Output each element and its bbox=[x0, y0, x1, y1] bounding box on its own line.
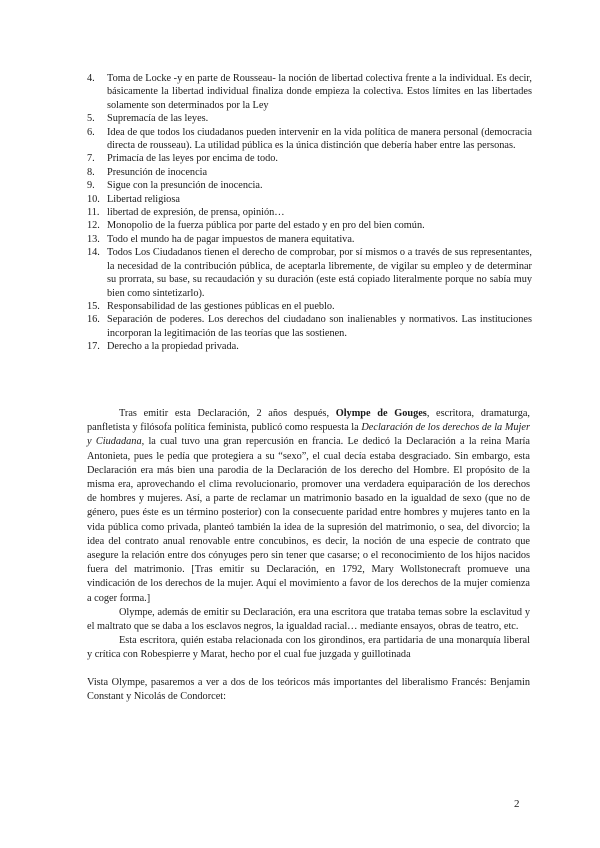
list-item-text: Supremacía de las leyes. bbox=[107, 113, 209, 125]
list-item bbox=[87, 193, 532, 206]
list-item-number: 15. bbox=[87, 300, 100, 312]
paragraph-writer: Olympe, además de emitir su Declaración, era una escritora que trataba temas sobre la esclavitud y el maltrato que se daba a los esclavos negros, la igualdad racial… mediante ensayos, obras de teatro, etc. bbox=[87, 606, 530, 633]
list-item-number: 7. bbox=[87, 153, 95, 165]
declaration-title: Declaración de los derechos de la Mujer y Ciudadana bbox=[87, 422, 530, 448]
olympe-name: Olympe de Gouges bbox=[335, 408, 427, 419]
list-item bbox=[87, 219, 532, 232]
body-text bbox=[87, 407, 530, 704]
list-item bbox=[87, 340, 532, 353]
list-item-text: Separación de poderes. Los derechos del ciudadano son inalienables y normativos. Las instituciones incorporan la legitimación de las teorías que las sostienen. bbox=[107, 314, 532, 339]
list-item-number: 11. bbox=[87, 207, 100, 219]
list-item-text: libertad de expresión, de prensa, opinión… bbox=[107, 207, 285, 219]
list-item-number: 17. bbox=[87, 341, 100, 353]
list-item-text: Libertad religiosa bbox=[107, 193, 180, 205]
paragraph-text: Tras emitir esta Declaración, 2 años después, bbox=[119, 408, 336, 419]
list-item-number: 5. bbox=[87, 113, 95, 125]
list-item-number: 8. bbox=[87, 166, 95, 178]
list-item-text: Idea de que todos los ciudadanos pueden intervenir en la vida política de manera personal (democracia directa de rousseau). La utilidad pública es la única distinción que debería haber entre las personas. bbox=[107, 126, 532, 152]
list-item-text: Sigue con la presunción de inocencia. bbox=[107, 180, 263, 192]
list-item bbox=[87, 300, 532, 313]
page-number: 2 bbox=[514, 798, 520, 810]
list-item-number: 14. bbox=[87, 247, 100, 259]
list-item-number: 13. bbox=[87, 233, 100, 245]
list-item-number: 10. bbox=[87, 193, 100, 205]
list-item-number: 9. bbox=[87, 180, 95, 192]
list-item bbox=[87, 166, 532, 179]
list-item bbox=[87, 112, 532, 125]
list-item-text: Monopolio de la fuerza pública por parte del estado y en pro del bien común. bbox=[107, 220, 425, 232]
list-item bbox=[87, 126, 532, 153]
list-item bbox=[87, 246, 532, 300]
list-item bbox=[87, 313, 532, 340]
list-item bbox=[87, 206, 532, 219]
list-item-text: Responsabilidad de las gestiones públicas en el pueblo. bbox=[107, 300, 335, 312]
list-item-text: Todos Los Ciudadanos tienen el derecho de comprobar, por sí mismos o a través de sus representantes, la necesidad de la contribución pública, de aceptarla libremente, de vigilar su empleo y de determinar su prorrata, su base, su recaudación y su duración (este está copiado literalmente porque no sabía muy bien como sintetizarlo). bbox=[107, 247, 532, 299]
list-item-number: 12. bbox=[87, 220, 100, 232]
list-item bbox=[87, 179, 532, 192]
list-item-text: Derecho a la propiedad privada. bbox=[107, 341, 239, 353]
list-item-text: Primacía de las leyes por encima de todo. bbox=[107, 153, 278, 165]
paragraph-transition: Vista Olympe, pasaremos a ver a dos de los teóricos más importantes del liberalismo Francés: Benjamin Constant y Nicolás de Condorcet: bbox=[87, 676, 530, 702]
list-item-text: Todo el mundo ha de pagar impuestos de manera equitativa. bbox=[107, 233, 355, 245]
paragraph-text: , escritora, dramaturga, panfletista y filósofa política feminista, publicó como respuesta la bbox=[87, 408, 531, 434]
list-item-number: 6. bbox=[87, 126, 95, 138]
paragraph-text: , la cual tuvo una gran repercusión en francia. Le dedicó la Declaración a la reina María Antonieta, pues le pedía que protegiera a su “sexo”, el cual decía estaba desgraciado. Sin embargo, esta Declaración era más bien una parodia de la Declaración de los derecho del Hombre. El propósito de la misma era, aprovechando el clima revolucionario, promover una verdadera equiparación de los derechos de hombres y mujeres. Así, a parte de reclamar un matrimonio basado en la igualdad de sexo (que no de género, pues éste es un término posterior) con la consecuente paridad entre hombres y mujeres tanto en la vida pública como privada, planteó también la idea de la supresión del matrimonio, o sea, del divorcio; la idea del contrato anual renovable entre concubinos, es decir, la noción de una especie de contrato que asegure la relación entre dos cónyuges pero sin tener que casarse; o el reconocimiento de los hijos nacidos fuera del matrimonio. [Tras emitir su Declaración, en 1792, Mary Wollstonecraft promueve una vindicación de los derechos de la mujer. Aquí el movimiento a favor de los derechos de la mujer comienza a coger forma.] bbox=[87, 436, 530, 604]
list-item-number: 16. bbox=[87, 314, 100, 326]
list-item bbox=[87, 152, 532, 165]
list-item-text: Toma de Locke -y en parte de Rousseau- la noción de libertad colectiva frente a la individual. Es decir, básicamente la libertad individual finaliza donde empieza la colectiva. Estos límites en las libertades solamente son determinados por la Ley bbox=[107, 73, 532, 111]
paragraph-girondins: Esta escritora, quién estaba relacionada con los girondinos, era partidaria de una monarquía liberal y crítica con Robespierre y Marat, hecho por el cual fue juzgada y guillotinada bbox=[87, 635, 530, 661]
list-item-number: 4. bbox=[87, 73, 95, 84]
list-item bbox=[87, 72, 532, 112]
numbered-list bbox=[87, 72, 532, 354]
list-item bbox=[87, 233, 532, 246]
list-item-text: Presunción de inocencia bbox=[107, 166, 208, 178]
paragraph-olympe bbox=[87, 407, 530, 606]
